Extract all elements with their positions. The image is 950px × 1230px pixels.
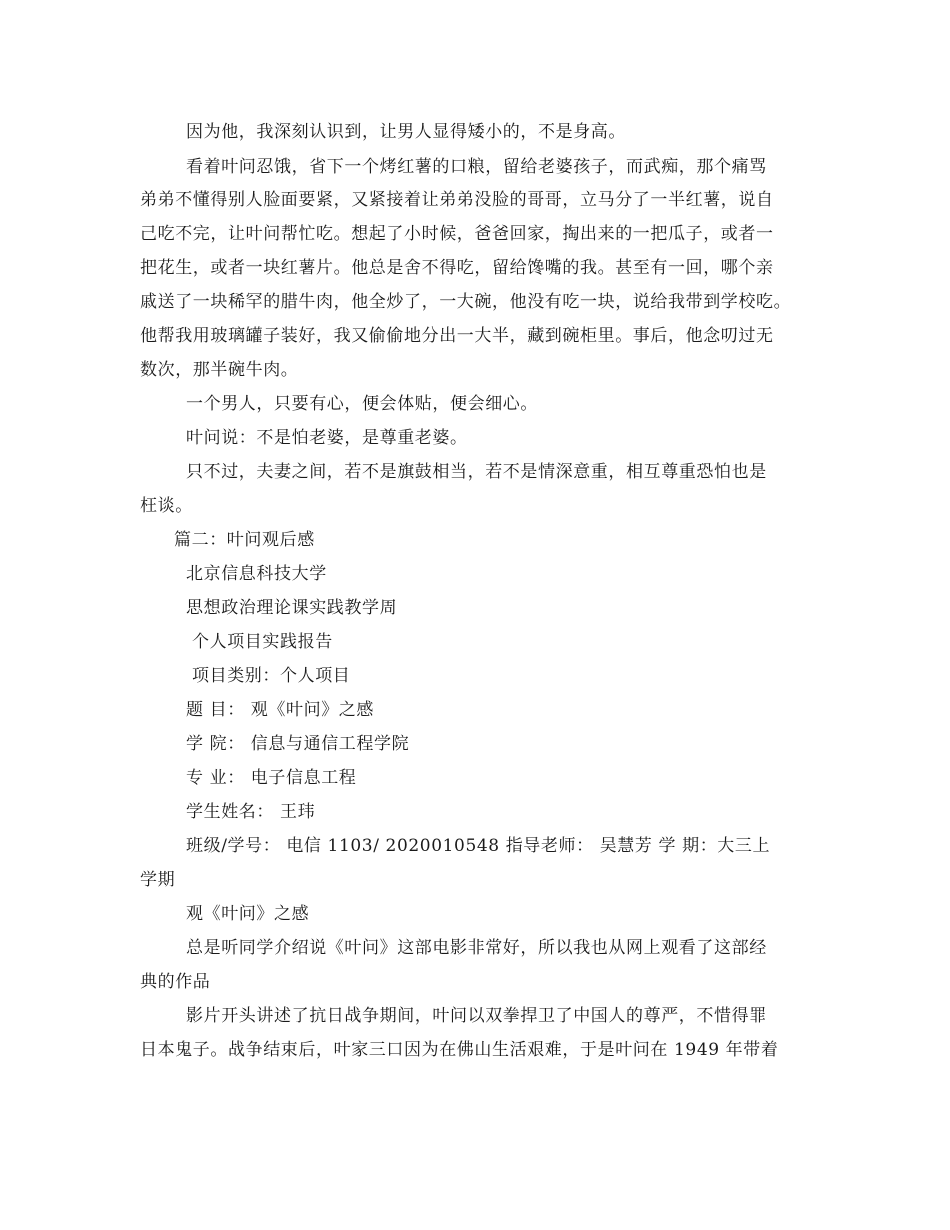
class-and-advisor: 班级/学号： 电信 1103/ 2020010548 指导老师： 吴慧芳 学 期：大三上 (186, 836, 771, 856)
university-name: 北京信息科技大学 (186, 564, 327, 584)
essay-title: 观《叶问》之感 (186, 904, 310, 924)
text-line: 戚送了一块稀罕的腊牛肉，他全炒了，一大碗，他没有吃一块，说给我带到学校吃。 (140, 292, 792, 312)
text-line: 枉谈。 (140, 496, 193, 516)
text-line: 己吃不完，让叶问帮忙吃。想起了小时候，爸爸回家，掏出来的一把瓜子，或者一 (140, 224, 774, 244)
text-line: 弟弟不懂得别人脸面要紧，又紧接着让弟弟没脸的哥哥，立马分了一半红薯，说自 (140, 190, 774, 210)
course-name: 思想政治理论课实践教学周 (186, 598, 398, 618)
text-line: 总是听同学介绍说《叶问》这部电影非常好，所以我也从网上观看了这部经 (186, 938, 767, 958)
text-line: 把花生，或者一块红薯片。他总是舍不得吃，留给馋嘴的我。甚至有一回，哪个亲 (140, 258, 774, 278)
text-line: 只不过，夫妻之间，若不是旗鼓相当，若不是情深意重，相互尊重恐怕也是 (186, 462, 767, 482)
text-line: 学期 (140, 870, 176, 890)
text-line: 日本鬼子。战争结束后，叶家三口因为在佛山生活艰难，于是叶问在 1949 年带着 (140, 1040, 779, 1060)
report-title: 个人项目实践报告 (192, 632, 333, 652)
text-line: 叶问说：不是怕老婆，是尊重老婆。 (186, 428, 468, 448)
report-school: 学 院： 信息与通信工程学院 (186, 734, 410, 754)
text-line: 他帮我用玻璃罐子装好，我又偷偷地分出一大半，藏到碗柜里。事后，他念叨过无 (140, 326, 774, 346)
text-line: 因为他，我深刻认识到，让男人显得矮小的，不是身高。 (186, 122, 626, 142)
text-line: 看着叶问忍饿，省下一个烤红薯的口粮，留给老婆孩子，而武痴，那个痛骂 (186, 157, 767, 177)
text-line: 一个男人，只要有心，便会体贴，便会细心。 (186, 394, 538, 414)
project-category: 项目类别：个人项目 (192, 666, 351, 686)
text-line: 影片开头讲述了抗日战争期间，叶问以双拳捍卫了中国人的尊严，不惜得罪 (186, 1006, 767, 1026)
report-topic: 题 目： 观《叶问》之感 (186, 700, 375, 720)
report-major: 专 业： 电子信息工程 (186, 768, 357, 788)
student-name: 学生姓名： 王玮 (186, 802, 316, 822)
section-heading: 篇二：叶问观后感 (174, 530, 315, 550)
text-line: 数次，那半碗牛肉。 (140, 360, 299, 380)
text-line: 典的作品 (140, 972, 211, 992)
